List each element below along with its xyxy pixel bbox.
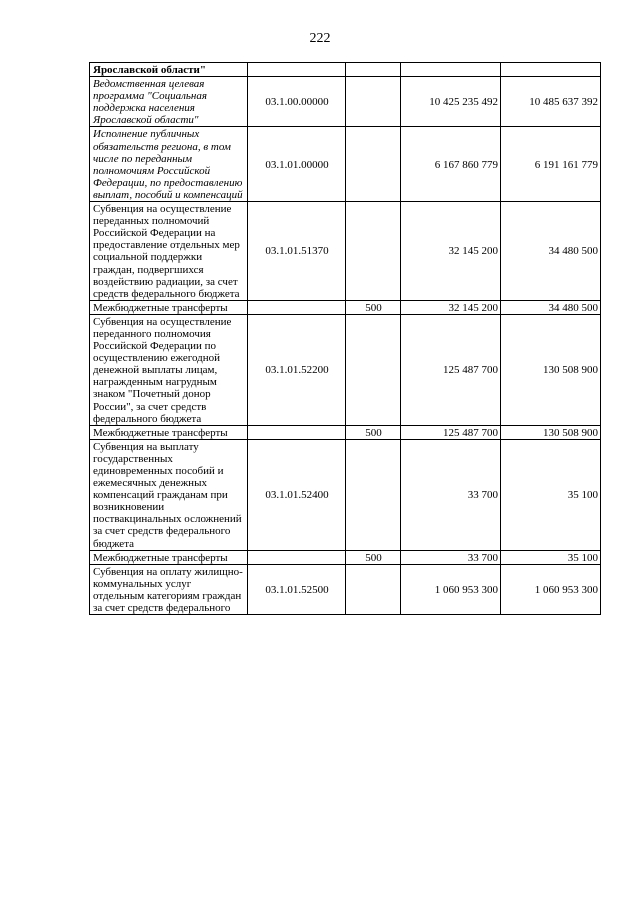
row-amount-year2: 1 060 953 300 — [501, 564, 601, 614]
row-name: Межбюджетные трансферты — [90, 425, 248, 439]
row-name: Ярославской области" — [90, 63, 248, 77]
table-row — [90, 314, 601, 425]
row-expense-type: 500 — [346, 550, 401, 564]
row-name: Субвенция на осуществление переданного полномочия Российской Федерации по осуществлению ежегодной денежной выплаты лицам, награжденным нагрудным знаком "Почетный донор России", за счет средств федерального бюджета — [90, 314, 248, 425]
row-code: 03.1.01.52200 — [248, 314, 346, 425]
row-expense-type — [346, 439, 401, 550]
row-expense-type: 500 — [346, 425, 401, 439]
row-code: 03.1.01.00000 — [248, 127, 346, 202]
row-amount-year1: 125 487 700 — [401, 425, 501, 439]
table-row — [90, 77, 601, 127]
row-code: 03.1.00.00000 — [248, 77, 346, 127]
row-code — [248, 550, 346, 564]
row-code — [248, 300, 346, 314]
row-amount-year1: 1 060 953 300 — [401, 564, 501, 614]
table-row — [90, 202, 601, 301]
row-amount-year1: 6 167 860 779 — [401, 127, 501, 202]
row-expense-type — [346, 63, 401, 77]
table-row — [90, 425, 601, 439]
row-amount-year1: 32 145 200 — [401, 300, 501, 314]
row-amount-year1: 125 487 700 — [401, 314, 501, 425]
row-amount-year2: 34 480 500 — [501, 300, 601, 314]
row-amount-year2: 6 191 161 779 — [501, 127, 601, 202]
row-name: Межбюджетные трансферты — [90, 550, 248, 564]
row-amount-year1: 33 700 — [401, 439, 501, 550]
row-code: 03.1.01.51370 — [248, 202, 346, 301]
row-amount-year2: 35 100 — [501, 439, 601, 550]
row-amount-year2: 34 480 500 — [501, 202, 601, 301]
row-amount-year1: 10 425 235 492 — [401, 77, 501, 127]
row-code: 03.1.01.52400 — [248, 439, 346, 550]
row-code — [248, 63, 346, 77]
page-number: 222 — [309, 31, 331, 46]
table-row — [90, 550, 601, 564]
table-row — [90, 300, 601, 314]
row-amount-year2: 10 485 637 392 — [501, 77, 601, 127]
budget-table — [89, 62, 601, 615]
row-amount-year2 — [501, 63, 601, 77]
table-row — [90, 439, 601, 550]
row-name: Исполнение публичных обязательств региона, в том числе по переданным полномочиям Российской Федерации, по предоставлению выплат, пособий и компенсаций — [90, 127, 248, 202]
row-amount-year2: 130 508 900 — [501, 314, 601, 425]
row-code: 03.1.01.52500 — [248, 564, 346, 614]
row-expense-type — [346, 77, 401, 127]
row-amount-year2: 35 100 — [501, 550, 601, 564]
row-name: Ведомственная целевая программа "Социальная поддержка населения Ярославской области" — [90, 77, 248, 127]
row-name: Субвенция на осуществление переданных полномочий Российской Федерации на предоставление отдельных мер социальной поддержки граждан, подвергшихся воздействию радиации, за счет средств федерального бюджета — [90, 202, 248, 301]
table-row — [90, 63, 601, 77]
row-name: Межбюджетные трансферты — [90, 300, 248, 314]
row-name: Субвенция на выплату государственных единовременных пособий и ежемесячных денежных компенсаций гражданам при возникновении поствакцинальных осложнений за счет средств федерального бюджета — [90, 439, 248, 550]
row-code — [248, 425, 346, 439]
row-amount-year1: 32 145 200 — [401, 202, 501, 301]
row-amount-year2: 130 508 900 — [501, 425, 601, 439]
table-row — [90, 127, 601, 202]
row-name: Субвенция на оплату жилищно-коммунальных услуг отдельным категориям граждан за счет средств федерального — [90, 564, 248, 614]
row-expense-type: 500 — [346, 300, 401, 314]
row-expense-type — [346, 202, 401, 301]
row-expense-type — [346, 314, 401, 425]
row-expense-type — [346, 564, 401, 614]
table-row — [90, 564, 601, 614]
row-expense-type — [346, 127, 401, 202]
row-amount-year1: 33 700 — [401, 550, 501, 564]
row-amount-year1 — [401, 63, 501, 77]
